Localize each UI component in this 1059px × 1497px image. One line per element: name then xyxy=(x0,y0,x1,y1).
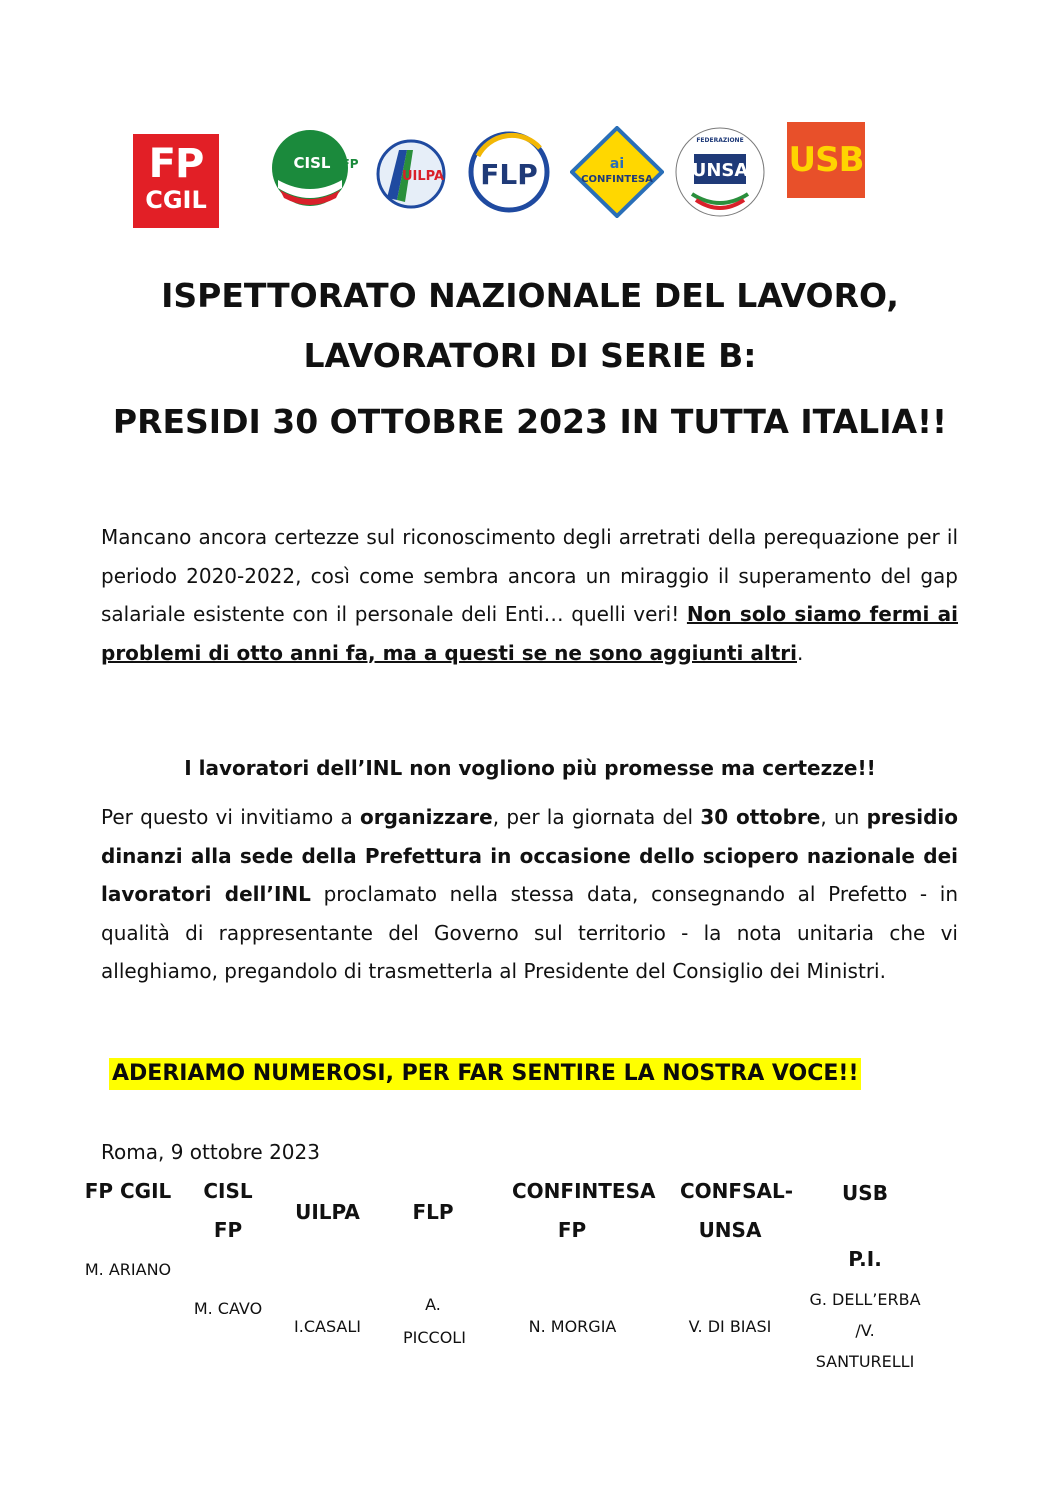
title-line-2: LAVORATORI DI SERIE B: xyxy=(303,336,757,375)
body-presidio: presidio dinanzi alla sede della Prefettura in occasione dello sciopero nazionale dei lavoratori dell’INL xyxy=(101,805,959,906)
signatory-confsal-unsa xyxy=(665,1172,795,1343)
intro-text: Mancano ancora certezze sul riconoscimento degli arretrati della perequazione per il periodo 2020-2022, così come sembra ancora un miraggio il superamento del gap salariale esistente con il personale deli Enti… quelli veri! xyxy=(101,525,958,626)
body-date: 30 ottobre xyxy=(700,805,821,829)
signatory-name: M. CAVO xyxy=(193,1299,263,1318)
intro-paragraph xyxy=(101,518,958,672)
signatory-cisl-fp xyxy=(188,1172,268,1325)
signatory-fp-cgil xyxy=(82,1172,174,1286)
intro-end: . xyxy=(796,640,804,665)
date-line: Roma, 9 ottobre 2023 xyxy=(101,1140,320,1164)
body-part-c: , per la giornata del xyxy=(492,805,701,829)
body-organizzare: organizzare xyxy=(359,805,493,829)
body-part-g: proclamato nella stessa data, consegnando al Prefetto - in qualità di rappresentante del Governo sul territorio - la nota unitaria che vi alleghiamo, pregandolo di trasmetterla al Presidente del Consiglio dei Ministri. xyxy=(101,882,958,983)
signatory-name: I.CASALI xyxy=(294,1317,361,1336)
body-paragraph xyxy=(101,798,958,991)
flp-logo xyxy=(468,126,550,216)
svg-text:FLP: FLP xyxy=(480,158,538,191)
signatory-name: G. DELL’ERBA /V. SANTURELLI xyxy=(809,1290,921,1371)
cisl-fp-logo xyxy=(270,128,362,208)
fp-cgil-logo-bottom: CGIL xyxy=(145,186,207,214)
svg-text:UILPA: UILPA xyxy=(401,169,445,184)
body-part-a: Per questo vi invitiamo a xyxy=(101,805,360,829)
usb-logo-text: USB xyxy=(788,140,864,180)
fp-cgil-logo xyxy=(133,134,219,228)
title-line-1: ISPETTORATO NAZIONALE DEL LAVORO, xyxy=(161,276,899,315)
signatory-name: V. DI BIASI xyxy=(688,1317,772,1336)
svg-text:FEDERAZIONE: FEDERAZIONE xyxy=(696,137,744,144)
confintesa-logo xyxy=(570,126,664,218)
body-part-e: , un xyxy=(820,805,867,829)
signatory-org: USB P.I. xyxy=(842,1181,888,1271)
signatory-uilpa xyxy=(280,1193,375,1343)
svg-text:CONFINTESA: CONFINTESA xyxy=(581,174,653,185)
signatory-name: A. PICCOLI xyxy=(403,1295,466,1347)
unsa-logo xyxy=(672,120,768,222)
signatory-org: CONFSAL- UNSA xyxy=(680,1179,794,1242)
signatory-name: M. ARIANO xyxy=(84,1260,172,1279)
signatory-confintesa-fp xyxy=(490,1172,655,1343)
logo-bar xyxy=(0,118,1059,233)
svg-text:ai: ai xyxy=(609,156,625,172)
uilpa-logo xyxy=(375,128,447,220)
subheading: I lavoratori dell’INL non vogliono più promesse ma certezze!! xyxy=(184,756,876,780)
svg-text:UNSA: UNSA xyxy=(691,160,749,181)
signatory-org: CISL FP xyxy=(203,1179,253,1242)
title-line-3: PRESIDI 30 OTTOBRE 2023 IN TUTTA ITALIA!! xyxy=(112,402,948,441)
signatory-name: N. MORGIA xyxy=(528,1317,617,1336)
signatory-org: CONFINTESA FP xyxy=(512,1179,656,1242)
signatory-flp xyxy=(388,1193,478,1354)
signatory-org: FLP xyxy=(412,1200,454,1224)
intro-emphasis: Non solo siamo fermi ai problemi di otto anni fa, ma a questi se ne sono aggiunti altri xyxy=(101,602,959,665)
svg-text:CISL: CISL xyxy=(293,154,331,172)
fp-cgil-logo-top: FP xyxy=(148,141,204,187)
signatory-org: FP CGIL xyxy=(84,1179,172,1203)
signatory-org: UILPA xyxy=(295,1200,360,1224)
svg-text:FP: FP xyxy=(341,157,359,171)
usb-logo xyxy=(787,122,865,198)
call-to-action: ADERIAMO NUMEROSI, PER FAR SENTIRE LA NOSTRA VOCE!! xyxy=(109,1058,861,1090)
signatory-usb-pi xyxy=(800,1160,930,1377)
